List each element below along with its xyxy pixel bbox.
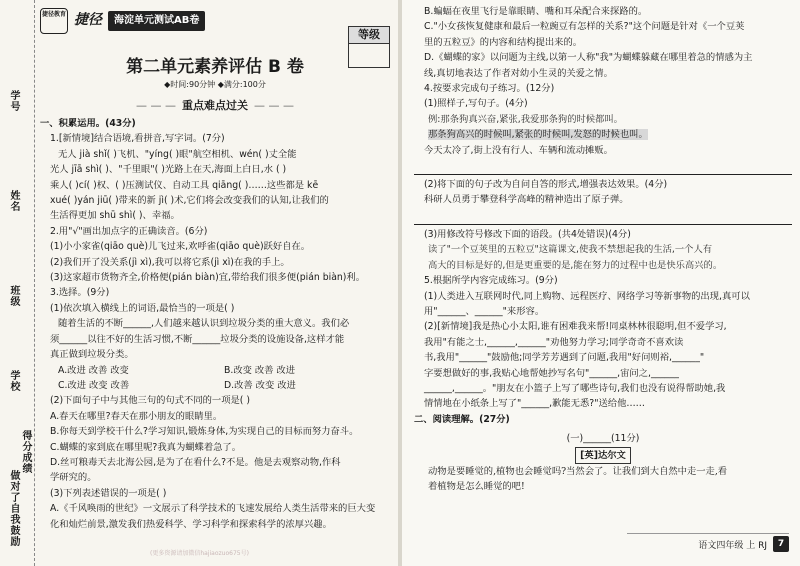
passage-author (414, 447, 792, 464)
passage-text: 着植物是怎么睡觉的吧! (428, 481, 525, 493)
question-line: xué( )yán jiū( )带来的新 jì( )术,它们将会改变我们的认知,让我们的 (50, 195, 329, 207)
question-line: 3.选择。(9分) (50, 287, 110, 299)
left-page (0, 0, 398, 566)
passage-text: 动物是要睡觉的,植物也会睡觉吗?当然会了。让我们到大自然中走一走,看 (428, 465, 728, 477)
margin-name: 姓名 (8, 190, 19, 212)
right-content (414, 4, 792, 495)
question-line: 字要想做好的事,我贴心地帮她抄写名句"______,宙问之,______ (424, 367, 679, 379)
answer-line[interactable] (414, 210, 792, 225)
question-line: 今天太冷了,街上没有行人、车辆和流动摊贩。 (424, 144, 613, 156)
option-text: B.改变 改善 改进 (224, 364, 296, 376)
question-line: (3)用修改符号修改下面的语段。(共4处错误)(4分) (424, 228, 631, 240)
question-line: 线,真切地表达了作者对幼小生灵的关爱之情。 (424, 67, 613, 79)
question-line: 生活得更加 shū shì( )、幸福。 (50, 210, 180, 222)
question-line: D.《蝴蝶的家》以问题为主线,以第一人称"我"为蝴蝶躲藏在哪里着急的情感为主 (424, 52, 753, 64)
question-line: 高大的目标是好的,但是更重要的是,能在努力的过程中也是快乐高兴的。 (428, 259, 723, 271)
question-line: B.蝙蝠在夜里飞行是靠眼睛、嘴和耳朵配合来探路的。 (424, 6, 648, 17)
option-text: D.改善 改变 改进 (224, 379, 296, 391)
choice-options (40, 378, 390, 393)
question-line: 用"______、______"来形容。 (424, 305, 545, 317)
question-line: ______,______。"朋友在小篮子上写了哪些诗句,我们也没有说得帮助她,我 (424, 382, 726, 394)
question-line: (1)人类进入互联网时代,同上购物、远程医疗、网络学习等新事物的出现,真可以 (424, 290, 750, 302)
question-line: 情情地在小纸条上写了"______,歉能无悉?"送给他…… (424, 398, 645, 410)
exam-meta: ◆时间:90分钟 ◆满分:100分 (164, 80, 266, 89)
question-line: 科研人员勇于攀登科学高峰的精神造出了原子弹。 (424, 194, 629, 206)
question-line: 4.按要求完成句子练习。(12分) (424, 83, 555, 95)
option-text: A.改进 改善 改变 (58, 364, 129, 376)
question-line: 须______以往不好的生活习惯,不断______垃圾分类的设施设备,这样才能 (50, 333, 345, 345)
question-line: (1)小小家雀(qiāo què)儿飞过来,欢呼雀(qiāo què)跃好自在。 (50, 241, 311, 253)
answer-line[interactable] (414, 160, 792, 175)
margin-class: 班级 (8, 285, 19, 307)
question-line: (2)[新情境]我是热心小太阳,谁有困难我来帮!同桌林林很聪明,但不爱学习, (424, 321, 727, 333)
margin-motto: 做对了自我鼓励 (8, 470, 19, 547)
author-label: [英]达尔文 (575, 447, 631, 464)
footer-label: 语文四年级 上 RJ (698, 540, 767, 551)
question-line: D.丝可粮毒天去北海公园,是为了在看什么?不是。他是去观察动物,作科 (50, 456, 341, 468)
highlighted-text: 那条狗高兴的时候叫,紧张的时候叫,发怒的时候也叫。 (428, 129, 648, 141)
left-question-list (40, 116, 390, 532)
question-line: B.你每天到学校干什么?学习知识,锻炼身体,为实现自己的目标而努力奋斗。 (50, 426, 359, 438)
question-line: 2.用"√"画出加点字的正确读音。(6分) (50, 225, 208, 237)
section-heading: 二、阅读理解。(27分) (414, 413, 510, 425)
grade-label: 等级 (349, 27, 389, 44)
page-title: 第二单元素养评估 B 卷 (126, 57, 304, 77)
question-line: 书,我用"______"鼓励他;同学芳芳遇到了问题,我用"好问则裕,______" (424, 352, 705, 364)
question-line: (一)______(11分) (566, 433, 640, 445)
question-line: 化和灿烂前景,激发我们热爱科学、学习科学和探索科学的浓厚兴趣。 (50, 518, 332, 530)
question-line: 真正做到垃圾分类。 (50, 349, 134, 361)
left-content (40, 6, 390, 532)
margin-school: 学校 (8, 370, 19, 392)
question-line: 无人 jià shǐ( )飞机、"yíng( )眼"航空相机、wén( )丈全能 (58, 148, 297, 160)
margin-score: 得分成绩 (20, 430, 31, 474)
example-answer (414, 127, 792, 142)
watermark: (更多资源请加微信hajiaozuo675号) (150, 550, 249, 557)
question-line: 随着生活的不断______,人们越来越认识到垃圾分类的重大意义。我们必 (58, 318, 350, 330)
question-line: (2)我们开了没关系(jì xì),我可以将它系(jì xì)在我的手上。 (50, 256, 290, 268)
question-line: 例:那条狗真兴奋,紧张,我爱那条狗的时候都叫。 (428, 113, 623, 125)
question-line: (3)下列表述错误的一项是( ) (50, 487, 167, 499)
question-line: C."小女孩恢复健康和最后一粒豌豆有怎样的关系?"这个问题是针对《一个豆荚 (424, 21, 745, 33)
question-line: (2)将下面的句子改为自问自答的形式,增强表达效果。(4分) (424, 179, 668, 191)
question-line: A.《千风唤雨的世纪》一文展示了科学技术的飞速发展给人类生活带来的巨大变 (50, 503, 376, 515)
question-line: 里的五粒豆》的内容和结构提出来的。 (424, 36, 583, 48)
question-line: 光人 jīā shì( )、"千里眼"( )光路上在天,海面上白日,水 ( ) (50, 164, 287, 176)
brand-logo-icon: 捷径教育 (40, 8, 68, 34)
right-page (402, 0, 800, 566)
option-text: C.改进 改变 改善 (58, 379, 130, 391)
margin-student-id: 学号 (8, 90, 19, 112)
page-footer (627, 533, 789, 554)
question-line: (1)依次填入横线上的词语,最恰当的一项是( ) (50, 302, 235, 314)
section-heading: 一、积累运用。(43分) (40, 118, 136, 129)
choice-options (40, 363, 390, 378)
question-line: 读了"一个豆荚里的五粒豆"这篇课文,使我不禁想起我的生活,一个人有 (428, 244, 713, 256)
question-line: 1.[新情境]结合语境,看拼音,写字词。(7分) (50, 133, 225, 145)
brand-name: 捷径 (74, 12, 102, 29)
question-line: 学研究的。 (50, 472, 97, 484)
question-line: A.春天在哪里?春天在那小朋友的眼睛里。 (50, 410, 223, 422)
question-line: C.蝴蝶的家到底在哪里呢?我真为蝴蝶着急了。 (50, 441, 242, 453)
question-line: (1)照样子,写句子。(4分) (424, 98, 528, 110)
grade-box (348, 26, 390, 68)
brand-header (40, 6, 390, 36)
question-line: (3)这家超市货物齐全,价格便(pián biàn)宜,带给我们很多便(pián biàn)利。 (50, 272, 366, 284)
right-question-list (414, 4, 792, 495)
section-banner: — — — 重点难点过关 — — — (40, 98, 390, 114)
series-title: 海淀单元测试AB卷 (108, 11, 205, 30)
page-number: 7 (773, 536, 789, 552)
question-line: 我用"有能之士,______,______"劝他努力学习;同学奇奇不喜欢读 (424, 336, 684, 348)
question-line: 5.根据所学内容完成练习。(9分) (424, 275, 558, 287)
binding-margin (0, 0, 35, 566)
question-line: 乘人( )cí( )权、( )压测试仪、自动工具 qiāng( )……这些都是 kē (50, 179, 319, 191)
question-line: (2)下面句子中与其他三句的句式不同的一项是( ) (50, 395, 251, 407)
